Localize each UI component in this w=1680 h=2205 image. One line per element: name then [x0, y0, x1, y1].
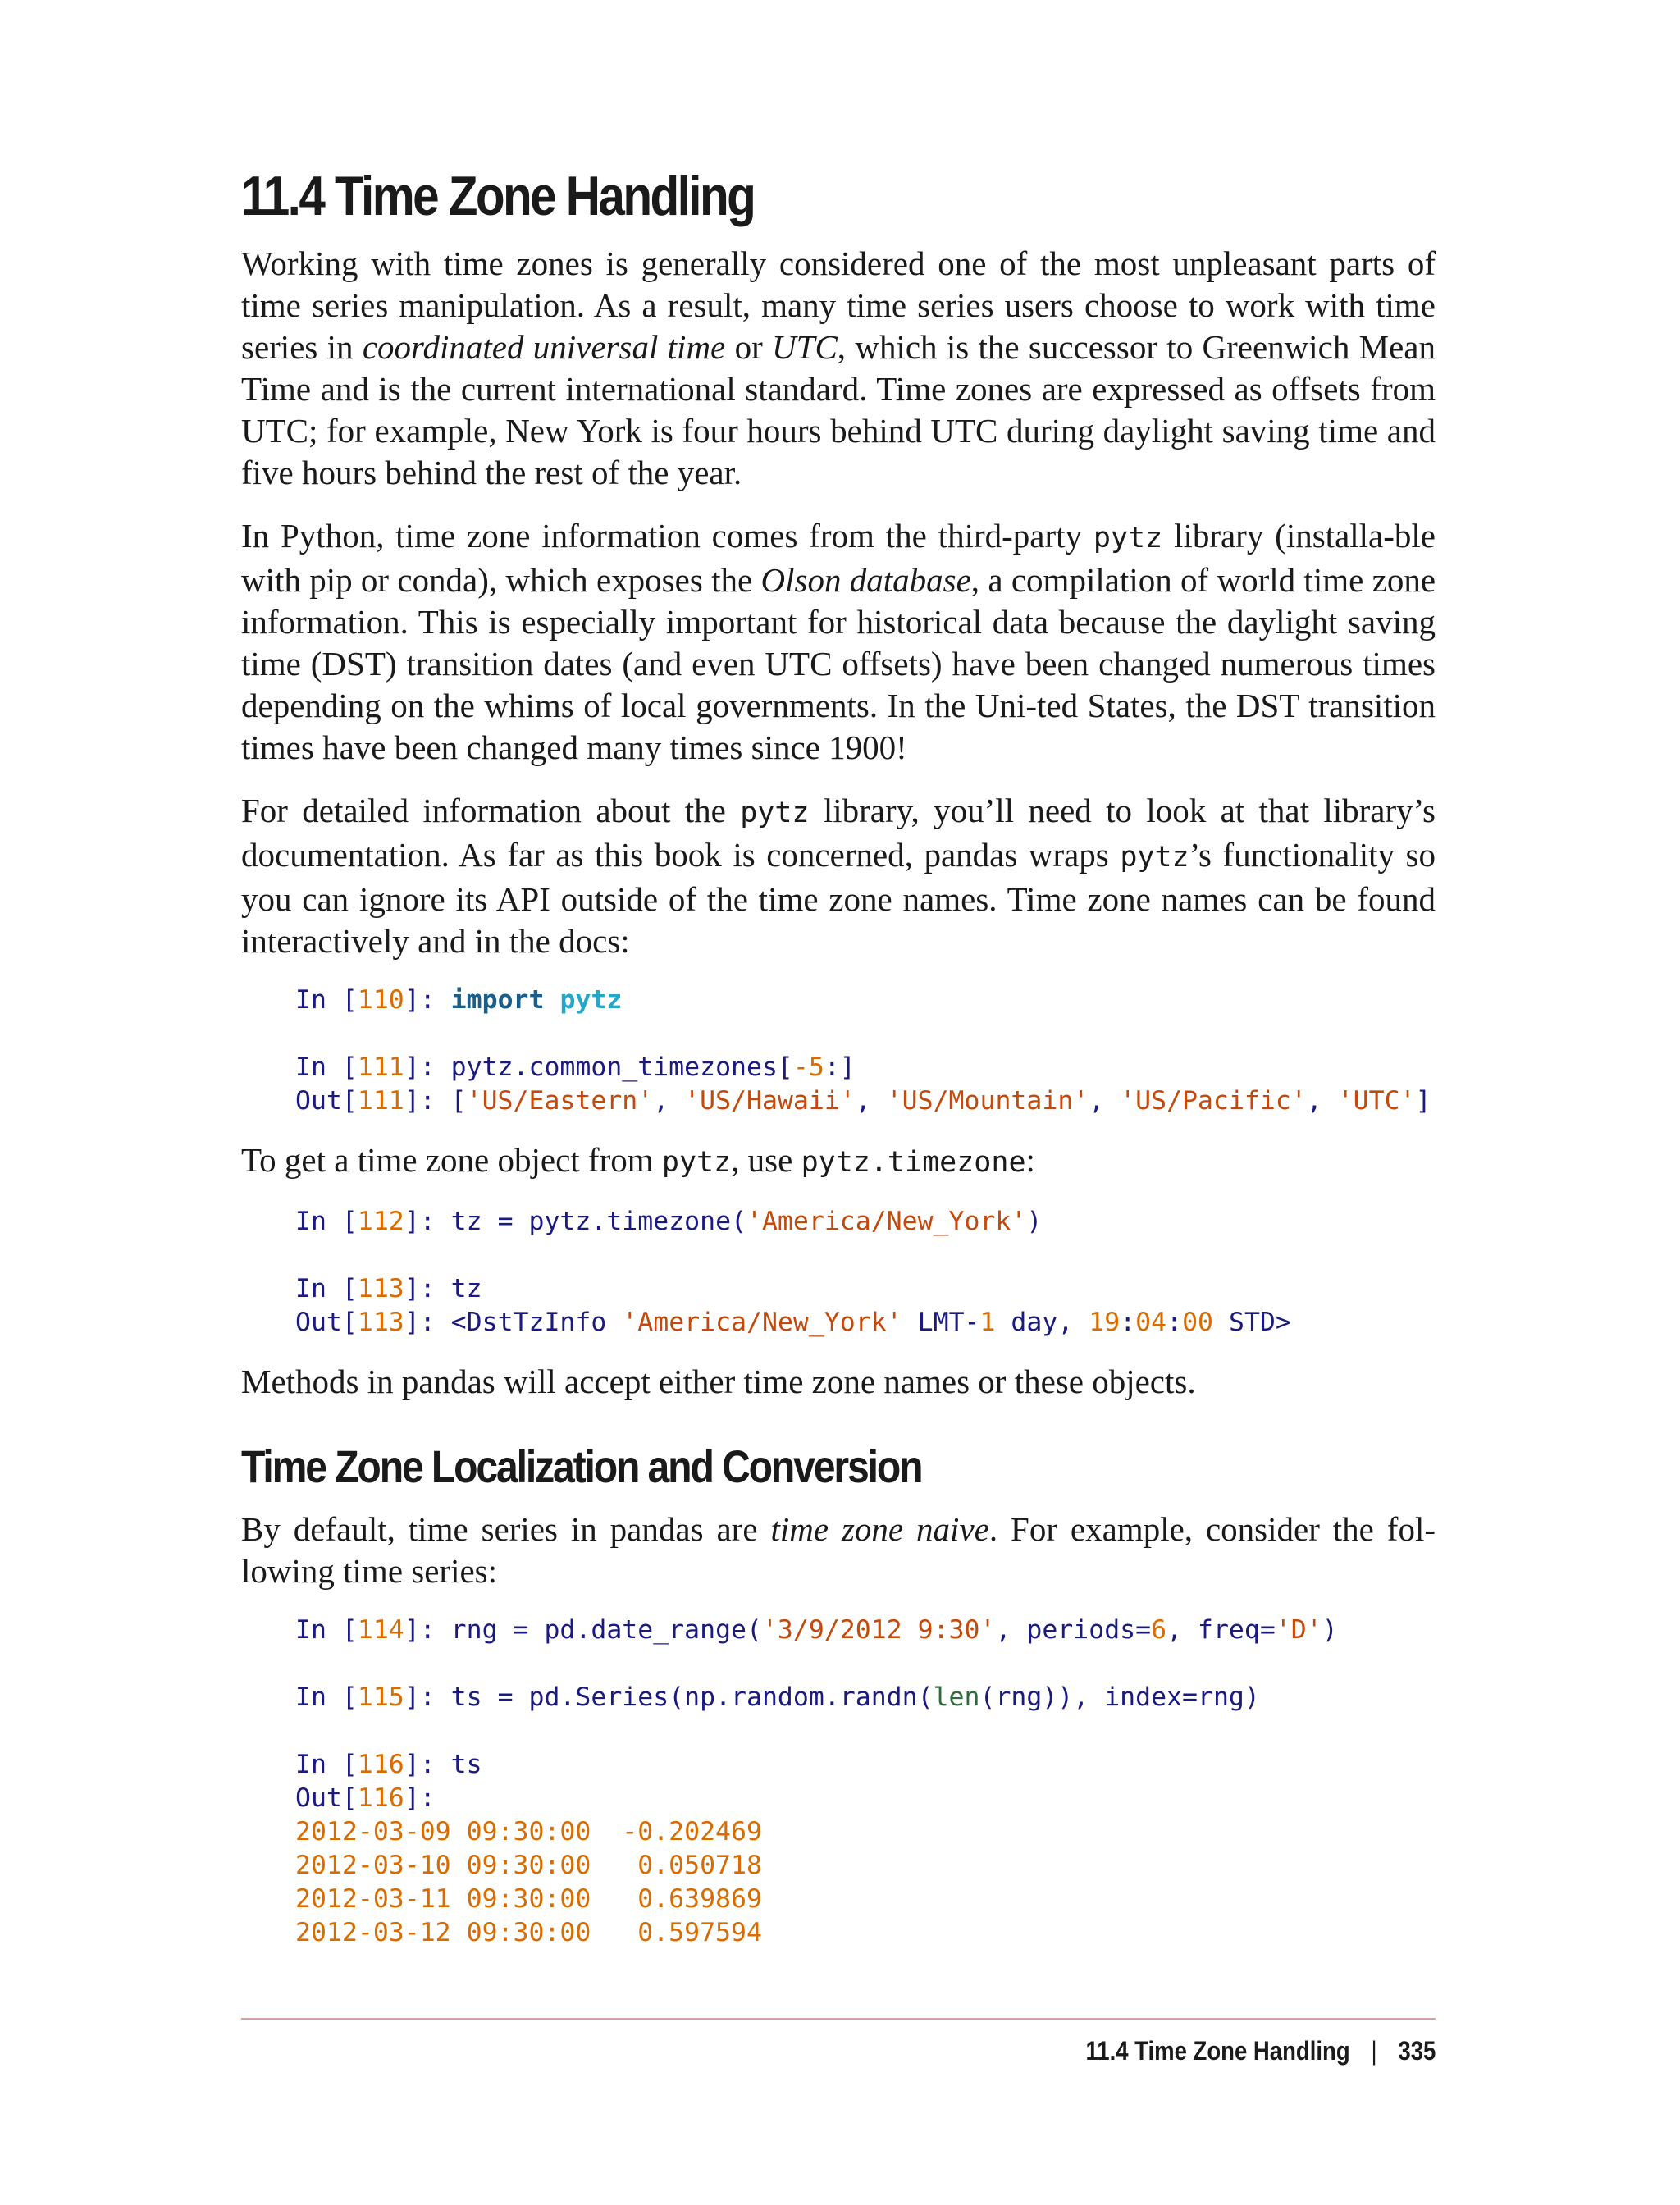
text-span: , which is the successor to Greenwich Mean Time and is the current international standard. Time zones are expressed as offsets from UTC; for example, New York is four hours behind UTC during daylight saving time and five hours behind the rest of the year. — [241, 328, 1436, 492]
code-line: In [115]: ts = pd.Series(np.random.randn(len(rng)), index=rng) — [295, 1682, 1260, 1712]
code-line: In [112]: tz = pytz.timezone('America/New_York') — [295, 1207, 1043, 1237]
paragraph-naive — [241, 1509, 1436, 1592]
text-span: For detailed information about the — [241, 792, 741, 830]
paragraph-utc-intro — [241, 243, 1436, 494]
section-title: 11.4 Time Zone Handling — [241, 165, 755, 227]
text-span: By default, time series in pandas are — [241, 1509, 771, 1548]
code-line: Out[116]: — [295, 1783, 436, 1813]
footer-separator: | — [1371, 2036, 1377, 2066]
text-span: ’s functionality so you can ignore its API outside of the time zone names. Time zone names can be found interactively and in the docs: — [241, 836, 1436, 961]
output-row: 2012-03-12 09:30:00 0.597594 — [295, 1917, 762, 1947]
inline-code: pytz — [661, 1146, 732, 1180]
page-footer — [241, 2018, 1436, 2066]
output-row: 2012-03-09 09:30:00 -0.202469 — [295, 1816, 762, 1847]
code-line: In [111]: pytz.common_timezones[-5:] — [295, 1052, 856, 1083]
text-span: , use — [731, 1141, 801, 1180]
inline-code: pytz — [1120, 841, 1189, 874]
emphasis-term: UTC — [772, 328, 838, 367]
text-span: , a compilation of world time zone information. This is especially important for historical data because the daylight saving time (DST) transition dates (and even UTC offsets) have been changed numerous times depending on the whims of local governments. In the Uni-ted States, the DST transition times have been changed many times since 1900! — [241, 561, 1436, 767]
code-line: In [113]: tz — [295, 1274, 482, 1304]
page-number: 335 — [1398, 2036, 1436, 2066]
text-span: . For example, consider the fol-lowing time series: — [241, 1509, 1436, 1590]
text-span: Working with time zones is generally considered one of the most unpleasant parts of time series manipulation. As a result, many time series users choose to work with time series in — [241, 244, 1436, 367]
emphasis-term: time zone naive — [770, 1509, 989, 1548]
text-span: library (installa-ble with pip or conda), which exposes the — [241, 517, 1436, 600]
page-content — [241, 164, 1436, 1971]
emphasis-term: coordinated universal time — [362, 328, 726, 367]
text-span: library, you’ll need to look at that library’s documentation. As far as this book is concerned, pandas wraps — [241, 792, 1436, 874]
text-span: In Python, time zone information comes from the third-party — [241, 517, 1093, 555]
text-span: or — [725, 328, 773, 367]
code-block-timezones — [295, 984, 1436, 1118]
code-line: In [116]: ts — [295, 1749, 482, 1779]
output-row: 2012-03-11 09:30:00 0.639869 — [295, 1883, 762, 1914]
paragraph-pytz-intro — [241, 515, 1436, 769]
inline-code: pytz.timezone — [801, 1146, 1026, 1180]
code-block-tz-object — [295, 1205, 1436, 1340]
paragraph-pytz-docs — [241, 790, 1436, 962]
inline-code: pytz — [740, 797, 810, 830]
code-line: Out[113]: <DstTzInfo 'America/New_York' LMT-1 day, 19:04:00 STD> — [295, 1308, 1291, 1338]
footer-section: 11.4 Time Zone Handling — [1085, 2036, 1350, 2066]
paragraph-timezone-object — [241, 1139, 1436, 1184]
code-line: In [114]: rng = pd.date_range('3/9/2012 9:30', periods=6, freq='D') — [295, 1614, 1338, 1645]
inline-code: pytz — [1093, 522, 1163, 555]
text-span: : — [1025, 1141, 1035, 1180]
code-block-time-series — [295, 1614, 1436, 1950]
footer-text — [1085, 2036, 1436, 2066]
paragraph-methods: Methods in pandas will accept either time zone names or these objects. — [241, 1363, 1196, 1401]
output-row: 2012-03-10 09:30:00 0.050718 — [295, 1850, 762, 1880]
code-line: In [110]: import pytz — [295, 985, 623, 1016]
emphasis-term: Olson database — [760, 561, 971, 600]
subsection-title: Time Zone Localization and Conversion — [241, 1440, 922, 1493]
code-line: Out[111]: ['US/Eastern', 'US/Hawaii', 'US/Mountain', 'US/Pacific', 'UTC'] — [295, 1086, 1431, 1116]
text-span: To get a time zone object from — [241, 1141, 662, 1180]
